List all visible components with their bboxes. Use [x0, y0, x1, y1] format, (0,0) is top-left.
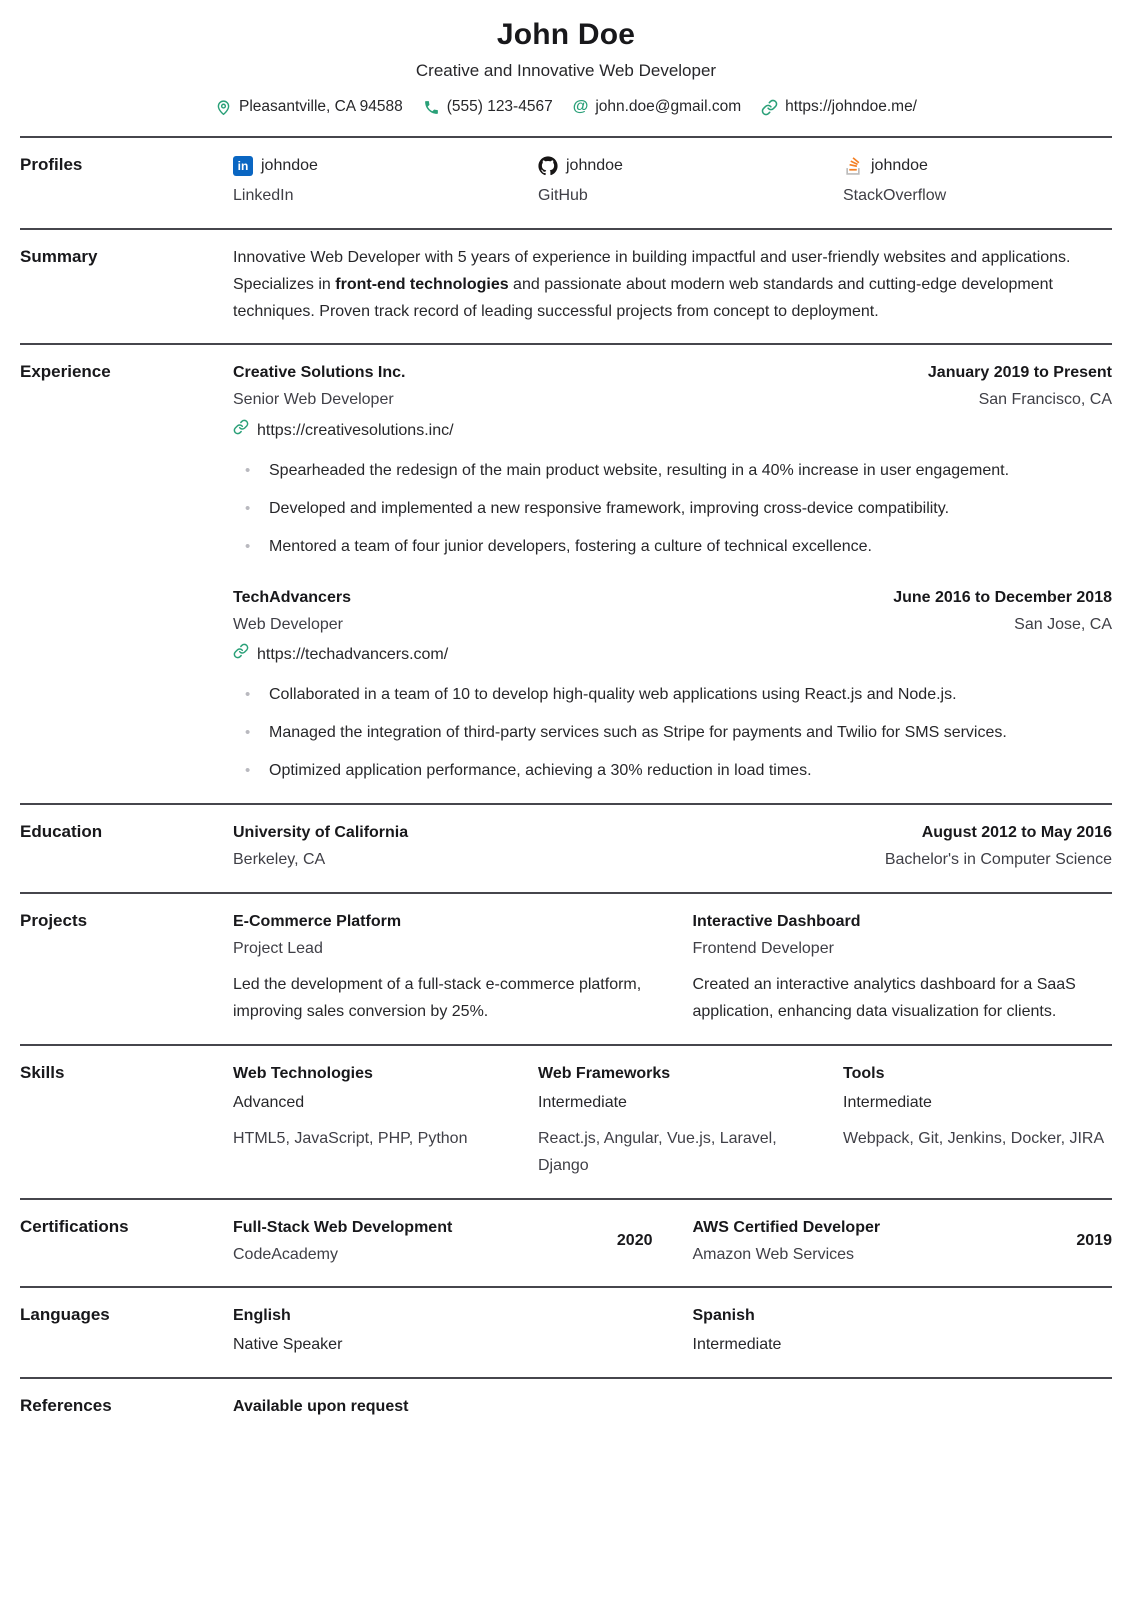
section-certifications — [20, 1198, 1112, 1287]
experience-entry — [233, 360, 1112, 560]
employment-dates: June 2016 to December 2018 — [893, 588, 1112, 606]
skill-keywords: HTML5, JavaScript, PHP, Python — [233, 1129, 468, 1147]
section-label-languages: Languages — [20, 1305, 110, 1325]
project-role: Frontend Developer — [692, 939, 834, 957]
link-icon — [233, 418, 249, 445]
skill-item — [233, 1061, 502, 1180]
language-name: English — [233, 1307, 291, 1325]
section-label-summary: Summary — [20, 246, 98, 266]
profile-username[interactable]: johndoe — [566, 157, 623, 174]
language-name: Spanish — [692, 1307, 755, 1325]
skill-level: Advanced — [233, 1094, 305, 1111]
section-skills — [20, 1044, 1112, 1198]
project-item — [693, 909, 1113, 1027]
highlight-item: • Managed the integration of third-party services such as Stripe for payments and Twilio for SMS services. — [233, 720, 1112, 747]
certification-item — [693, 1215, 1113, 1269]
section-education — [20, 803, 1112, 892]
section-profiles — [20, 136, 1112, 228]
highlight-item: • Developed and implemented a new responsive framework, improving cross-device compatibility. — [233, 496, 1112, 523]
person-name: John Doe — [496, 18, 636, 51]
section-label-education: Education — [20, 821, 103, 841]
contact-location — [215, 98, 403, 116]
skill-level: Intermediate — [538, 1094, 627, 1111]
location-pin-icon — [215, 99, 232, 116]
skill-keywords: React.js, Angular, Vue.js, Laravel, Django — [538, 1129, 777, 1174]
contact-row — [20, 98, 1112, 116]
summary-text: Innovative Web Developer with 5 years of experience in building impactful and user-friendly websites and applications. Specializes in — [233, 248, 1071, 293]
profiles-list — [233, 153, 1112, 210]
company-name: TechAdvancers — [233, 588, 351, 606]
company-url[interactable]: https://techadvancers.com/ — [257, 646, 449, 664]
section-label-skills: Skills — [20, 1063, 65, 1083]
section-label-experience: Experience — [20, 362, 111, 382]
experience-highlights — [233, 682, 1112, 785]
skill-name: Tools — [843, 1065, 885, 1083]
section-summary — [20, 228, 1112, 344]
employment-dates: January 2019 to Present — [927, 364, 1112, 382]
language-level: Native Speaker — [233, 1336, 343, 1354]
project-name: E-Commerce Platform — [233, 912, 402, 930]
skill-level: Intermediate — [843, 1094, 932, 1111]
profile-stackoverflow — [843, 153, 1112, 210]
institution-name: University of California — [233, 823, 409, 841]
contact-phone — [423, 98, 553, 116]
job-title: Senior Web Developer — [233, 391, 394, 409]
certification-year: 2020 — [616, 1232, 653, 1250]
section-references — [20, 1377, 1112, 1439]
certification-issuer: Amazon Web Services — [692, 1245, 855, 1263]
certification-year: 2019 — [1076, 1232, 1112, 1250]
company-name: Creative Solutions Inc. — [233, 364, 406, 382]
section-projects — [20, 892, 1112, 1045]
project-item — [233, 909, 653, 1027]
section-label-profiles: Profiles — [20, 155, 83, 174]
highlight-item: • Optimized application performance, achieving a 30% reduction in load times. — [233, 758, 1112, 785]
stackoverflow-icon — [843, 156, 863, 176]
section-label-certifications: Certifications — [20, 1216, 129, 1236]
highlight-item: • Collaborated in a team of 10 to develop high-quality web applications using React.js and Node.js. — [233, 682, 1112, 709]
section-languages — [20, 1286, 1112, 1377]
linkedin-icon: in — [233, 156, 253, 176]
profile-github — [538, 153, 807, 210]
summary-bold-text: front-end technologies — [335, 275, 509, 293]
profile-username[interactable]: johndoe — [871, 157, 928, 174]
summary-text: and passionate about modern web standards and cutting-edge development techniques. Proven track record of leading successful projects from concept to deployment. — [233, 275, 1053, 320]
contact-email-text[interactable]: john.doe@gmail.com — [595, 98, 742, 115]
profile-username[interactable]: johndoe — [261, 157, 318, 174]
project-role: Project Lead — [233, 939, 323, 957]
skill-item — [843, 1061, 1112, 1180]
skill-keywords: Webpack, Git, Jenkins, Docker, JIRA — [843, 1129, 1105, 1147]
skill-name: Web Frameworks — [538, 1065, 671, 1083]
summary-paragraph — [233, 245, 1112, 326]
language-item — [233, 1303, 653, 1359]
at-sign-icon: @ — [572, 98, 589, 115]
highlight-item: • Spearheaded the redesign of the main product website, resulting in a 40% increase in user engagement. — [233, 458, 1112, 485]
link-icon — [233, 642, 249, 669]
section-label-projects: Projects — [20, 910, 88, 930]
contact-phone-text[interactable]: (555) 123-4567 — [446, 98, 553, 115]
project-description: Led the development of a full-stack e-commerce platform, improving sales conversion by 25%. — [233, 976, 642, 1021]
headline: Creative and Innovative Web Developer — [415, 61, 717, 80]
phone-icon — [423, 99, 440, 116]
contact-website — [761, 98, 917, 116]
contact-email — [573, 98, 741, 116]
profile-network: GitHub — [538, 186, 588, 204]
project-name: Interactive Dashboard — [692, 912, 861, 930]
job-title: Web Developer — [233, 615, 343, 633]
language-item — [693, 1303, 1113, 1359]
certification-name: Full-Stack Web Development — [233, 1218, 453, 1236]
education-location: Berkeley, CA — [233, 850, 326, 868]
profile-network: StackOverflow — [843, 186, 947, 204]
experience-highlights — [233, 458, 1112, 561]
company-url-row — [233, 418, 1112, 445]
section-experience — [20, 343, 1112, 803]
github-icon — [538, 156, 558, 176]
job-location: San Jose, CA — [1014, 615, 1112, 633]
company-url[interactable]: https://creativesolutions.inc/ — [257, 422, 454, 440]
link-icon — [761, 99, 778, 116]
certification-item — [233, 1215, 653, 1269]
company-url-row — [233, 642, 1112, 669]
highlight-item: • Mentored a team of four junior developers, fostering a culture of technical excellence. — [233, 534, 1112, 561]
language-level: Intermediate — [692, 1336, 782, 1354]
job-location: San Francisco, CA — [978, 391, 1112, 409]
education-dates: August 2012 to May 2016 — [921, 823, 1112, 841]
contact-location-text: Pleasantville, CA 94588 — [238, 98, 403, 115]
degree: Bachelor's in Computer Science — [884, 850, 1112, 868]
profile-network: LinkedIn — [233, 186, 294, 204]
contact-website-text[interactable]: https://johndoe.me/ — [785, 98, 917, 115]
skill-item — [538, 1061, 807, 1180]
references-text: Available upon request — [233, 1398, 409, 1416]
profile-linkedin — [233, 153, 502, 210]
project-description: Created an interactive analytics dashboard for a SaaS application, enhancing data visualization for clients. — [692, 976, 1076, 1021]
section-label-references: References — [20, 1396, 112, 1416]
experience-entry — [233, 585, 1112, 785]
certification-issuer: CodeAcademy — [233, 1245, 338, 1263]
certification-name: AWS Certified Developer — [692, 1218, 881, 1236]
resume-header — [20, 18, 1112, 136]
skill-name: Web Technologies — [233, 1065, 373, 1083]
